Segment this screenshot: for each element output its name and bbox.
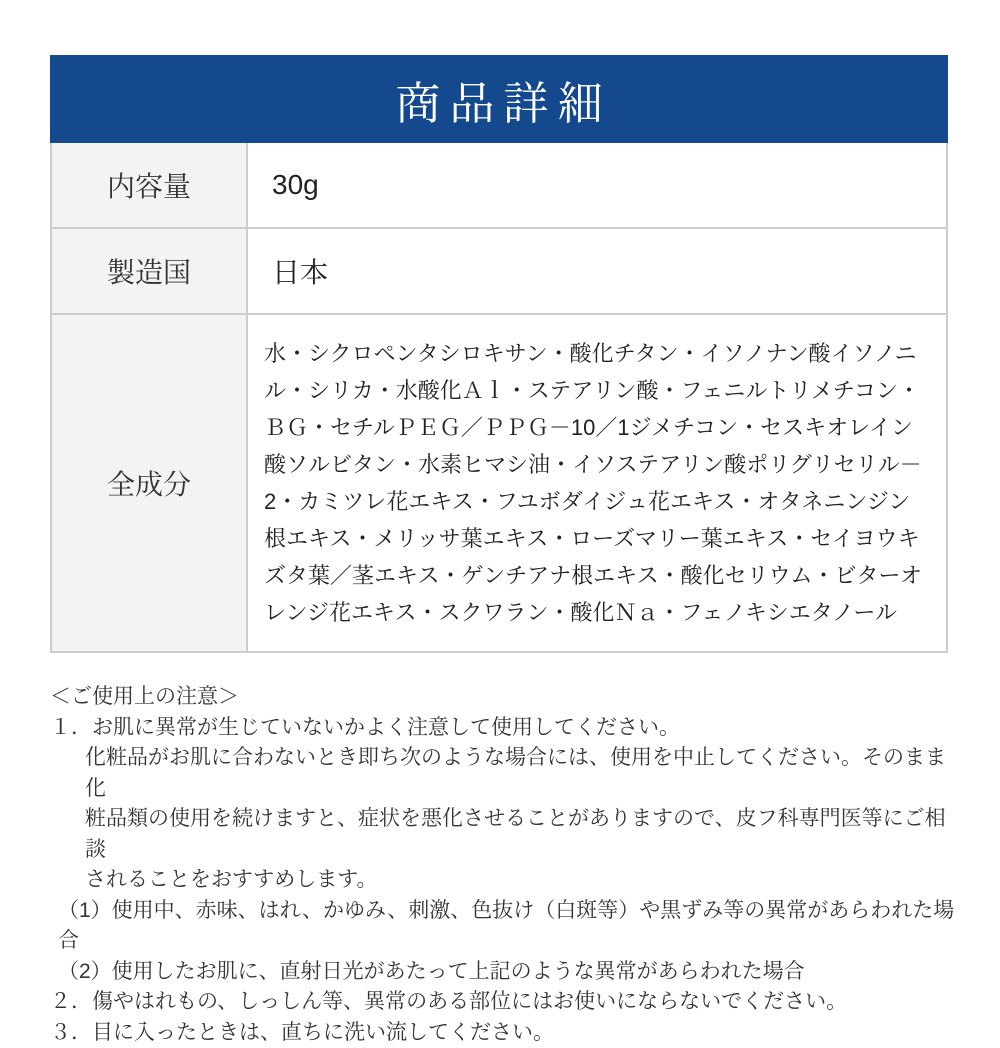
country-label: 製造国 [52,229,248,313]
spec-row-country [52,227,946,313]
precaution-case-2: （2）使用したお肌に、直射日光があたって上記のような異常があらわれた場合 [50,957,960,988]
product-detail-panel [50,55,948,653]
precaution-line-5: ２．傷やはれもの、しっしん等、異常のある部位にはお使いにならないでください。 [50,987,960,1018]
precautions-title: ＜ご使用上の注意＞ [50,682,960,713]
volume-label: 内容量 [52,143,248,227]
ingredients-label: 全成分 [52,315,248,651]
usage-precautions [50,682,960,1048]
volume-value: 30g [248,143,946,227]
precaution-line-4: されることをおすすめします。 [50,865,960,896]
precaution-case-1: （1）使用中、赤味、はれ、かゆみ、刺激、色抜け（白斑等）や黒ずみ等の異常があらわれた場合 [50,896,960,957]
precaution-line-6: ３．目に入ったときは、直ちに洗い流してください。 [50,1018,960,1048]
spec-table [50,143,948,653]
country-value: 日本 [248,229,946,313]
precaution-line-2: 化粧品がお肌に合わないとき即ち次のような場合には、使用を中止してください。そのまま化 [50,743,960,804]
ingredients-value: 水・シクロペンタシロキサン・酸化チタン・イソノナン酸イソノニル・シリカ・水酸化Ａｌ・ステアリン酸・フェニルトリメチコン・ＢＧ・セチルＰＥＧ／ＰＰＧ－10／1ジメチコン・セスキオレイン酸ソルビタン・水素ヒマシ油・イソステアリン酸ポリグリセリル－2・カミツレ花エキス・フユボダイジュ花エキス・オタネニンジン根エキス・メリッサ葉エキス・ローズマリー葉エキス・セイヨウキズタ葉／茎エキス・ゲンチアナ根エキス・酸化セリウム・ビターオレンジ花エキス・スクワラン・酸化Ｎａ・フェノキシエタノール [248,315,946,651]
precaution-line-1: １．お肌に異常が生じていないかよく注意して使用してください。 [50,713,960,744]
panel-title: 商品詳細 [50,55,948,143]
spec-row-ingredients [52,313,946,651]
precaution-line-3: 粧品類の使用を続けますと、症状を悪化させることがありますので、皮フ科専門医等にご相談 [50,804,960,865]
spec-row-volume [52,143,946,227]
